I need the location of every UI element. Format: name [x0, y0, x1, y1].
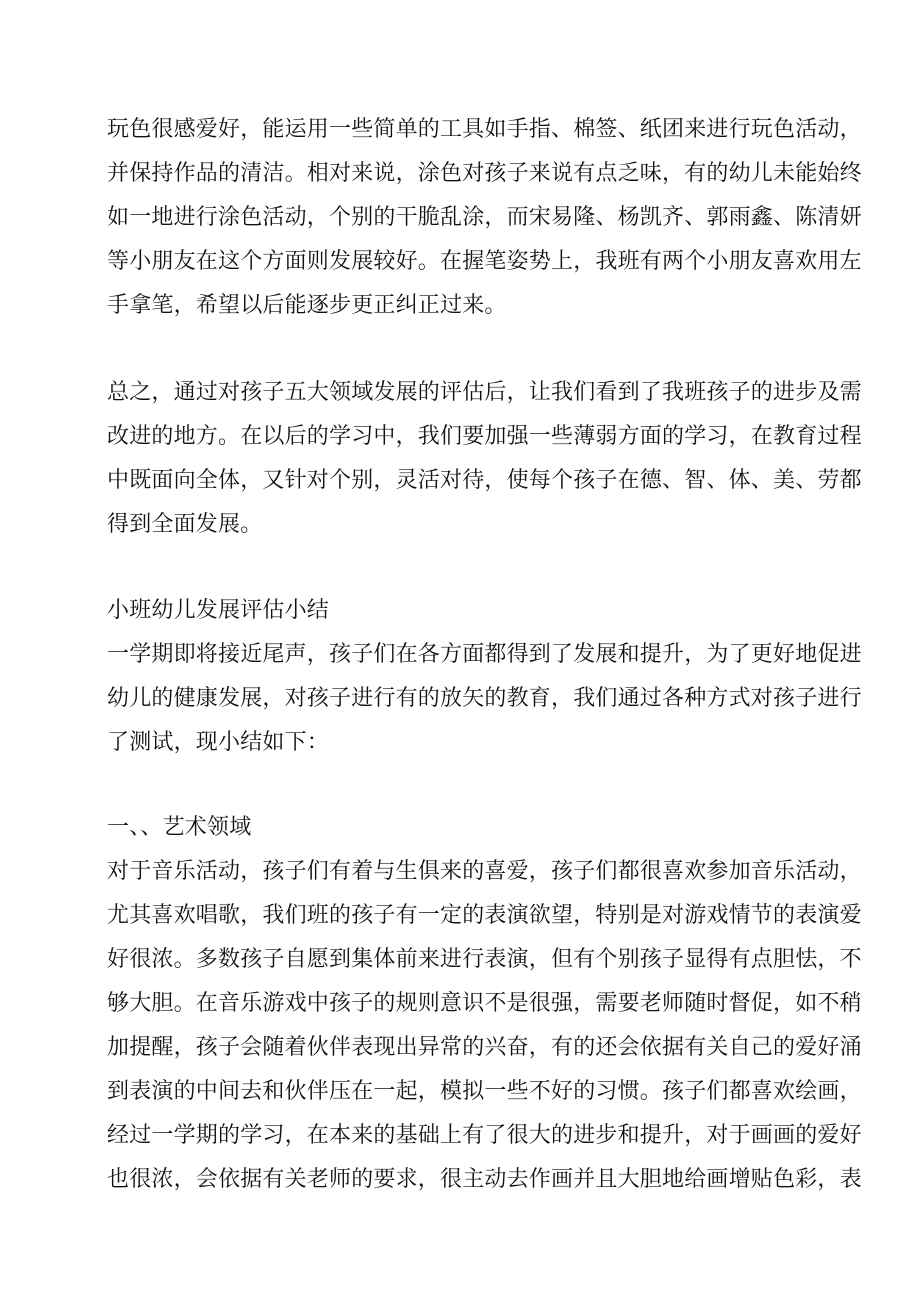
text-line: 尤其喜欢唱歌，我们班的孩子有一定的表演欲望，特别是对游戏情节的表演爱 [107, 903, 862, 928]
section-title: 小班幼儿发展评估小结 [107, 598, 330, 623]
text-line: 改进的地方。在以后的学习中，我们要加强一些薄弱方面的学习，在教育过程 [107, 424, 862, 449]
text-line: 经过一学期的学习，在本来的基础上有了很大的进步和提升，对于画画的爱好 [107, 1123, 862, 1148]
text-line: 总之，通过对孩子五大领域发展的评估后，让我们看到了我班孩子的进步及需 [107, 380, 862, 405]
text-line: 也很浓，会依据有关老师的要求，很主动去作画并且大胆地给画增贴色彩，表 [107, 1167, 862, 1192]
text-line: 加提醒，孩子会随着伙伴表现出异常的兴奋，有的还会依据有关自己的爱好涌 [107, 1035, 862, 1060]
text-line: 了测试，现小结如下： [107, 730, 330, 755]
text-line: 对于音乐活动，孩子们有着与生俱来的喜爱，孩子们都很喜欢参加音乐活动， [107, 859, 862, 884]
section-arts-domain [107, 806, 862, 1202]
text-line: 如一地进行涂色活动，个别的干脆乱涂，而宋易隆、杨凯齐、郭雨鑫、陈清妍 [107, 205, 862, 230]
section-assessment-summary [107, 589, 862, 765]
paragraph-summary [107, 371, 862, 547]
section-heading-arts: 一、、艺术领域 [107, 815, 252, 840]
text-line: 中既面向全体，又针对个别，灵活对待，使每个孩子在德、智、体、美、劳都 [107, 468, 862, 493]
text-line: 够大胆。在音乐游戏中孩子的规则意识不是很强，需要老师随时督促，如不稍 [107, 991, 862, 1016]
text-line: 玩色很感爱好，能运用一些简单的工具如手指、棉签、纸团来进行玩色活动， [107, 117, 862, 142]
text-line: 到表演的中间去和伙伴压在一起，模拟一些不好的习惯。孩子们都喜欢绘画， [107, 1079, 862, 1104]
text-line: 一学期即将接近尾声，孩子们在各方面都得到了发展和提升，为了更好地促进 [107, 642, 862, 667]
text-line: 手拿笔，希望以后能逐步更正纠正过来。 [107, 293, 507, 318]
text-line: 好很浓。多数孩子自愿到集体前来进行表演，但有个别孩子显得有点胆怯，不 [107, 947, 862, 972]
text-line: 得到全面发展。 [107, 512, 263, 537]
text-line: 并保持作品的清洁。相对来说，涂色对孩子来说有点乏味，有的幼儿未能始终 [107, 161, 862, 186]
text-line: 等小朋友在这个方面则发展较好。在握笔姿势上，我班有两个小朋友喜欢用左 [107, 249, 862, 274]
text-line: 幼儿的健康发展，对孩子进行有的放矢的教育，我们通过各种方式对孩子进行 [107, 686, 862, 711]
paragraph-coloring-activities [107, 108, 862, 328]
